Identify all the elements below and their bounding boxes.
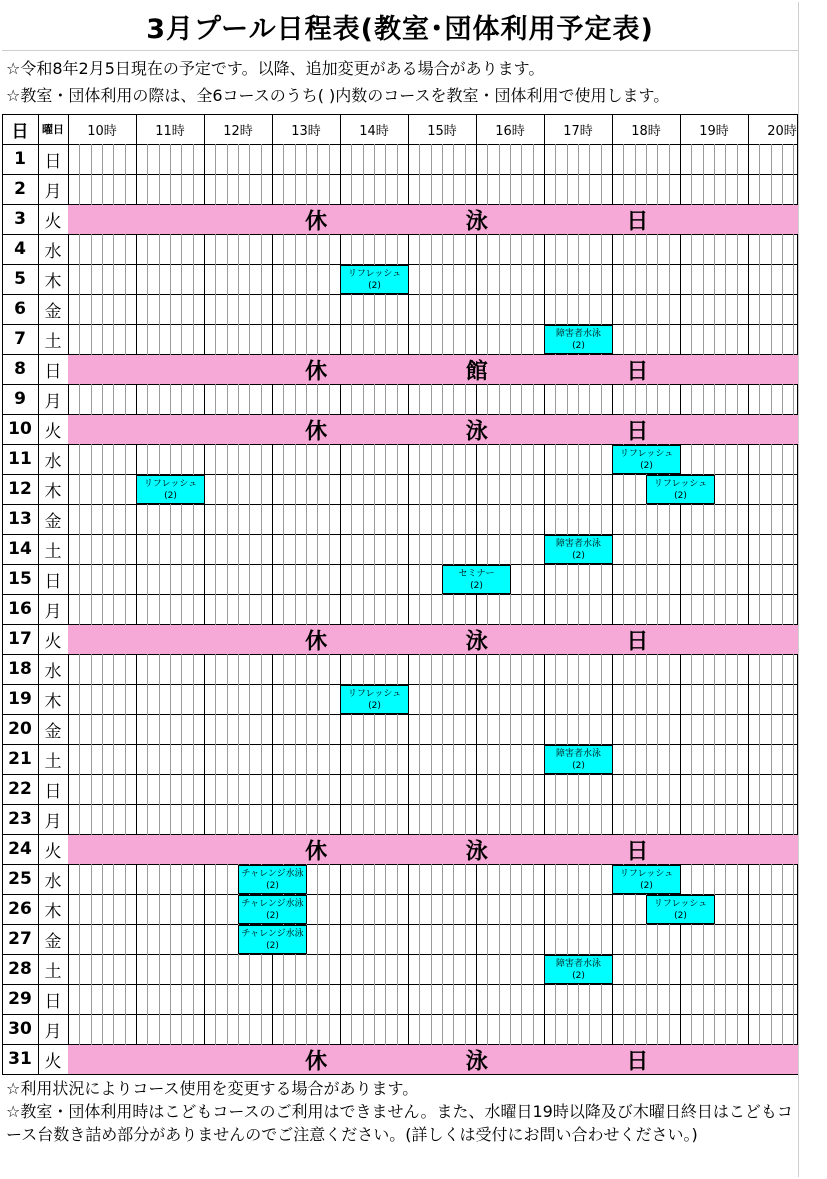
- closed-day-banner: [68, 625, 798, 654]
- weekday-label: 木: [44, 691, 62, 712]
- event-label: リフレッシュ: [653, 898, 708, 909]
- row-divider: [2, 504, 798, 505]
- event-block[interactable]: [238, 865, 307, 894]
- ten-minute-divider: [147, 144, 148, 1074]
- day-number: 10: [8, 419, 32, 439]
- weekday-label: 土: [44, 331, 62, 352]
- ten-minute-divider: [91, 144, 92, 1074]
- day-number: 7: [14, 329, 26, 349]
- day-number: 30: [8, 1019, 32, 1039]
- closed-day-char: 休: [305, 359, 328, 384]
- hour-header: 18時: [631, 123, 661, 139]
- ten-minute-divider: [193, 144, 194, 1074]
- ten-minute-divider: [510, 144, 511, 1074]
- ten-minute-divider: [737, 144, 738, 1074]
- ten-minute-divider: [79, 144, 80, 1074]
- ten-minute-divider: [487, 144, 488, 1074]
- day-number: 11: [8, 449, 32, 469]
- day-number: 23: [8, 809, 32, 829]
- event-label: リフレッシュ: [347, 688, 402, 699]
- closed-day-char: 日: [626, 839, 649, 864]
- event-lanes: (2): [572, 340, 585, 351]
- weekday-label: 日: [44, 151, 62, 172]
- ten-minute-divider: [782, 144, 783, 1074]
- event-block[interactable]: [544, 955, 613, 984]
- day-number: 21: [8, 749, 32, 769]
- ten-minute-divider: [601, 144, 602, 1074]
- footer-note-1: ☆利用状況によりコース使用を変更する場合があります。: [6, 1079, 419, 1098]
- event-block[interactable]: [340, 265, 409, 294]
- schedule-table: [2, 114, 798, 1075]
- event-lanes: (2): [674, 490, 687, 501]
- weekday-label: 日: [44, 781, 62, 802]
- weekday-label: 水: [44, 241, 62, 262]
- row-divider: [2, 984, 798, 985]
- hour-divider: [476, 114, 477, 1074]
- weekday-label: 火: [44, 211, 62, 232]
- closed-day-char: 館: [465, 359, 488, 384]
- hour-header: 14時: [359, 123, 389, 139]
- row-divider: [2, 804, 798, 805]
- weekday-label: 日: [44, 571, 62, 592]
- note-line-1: ☆令和8年2月5日現在の予定です。以降、追加変更がある場合があります。: [6, 59, 545, 78]
- weekday-label: 金: [44, 721, 62, 742]
- row-divider: [2, 294, 798, 295]
- row-divider: [2, 654, 798, 655]
- event-block[interactable]: [612, 445, 681, 474]
- ten-minute-divider: [657, 144, 658, 1074]
- event-lanes: (2): [266, 880, 279, 891]
- event-block[interactable]: [238, 925, 307, 954]
- ten-minute-divider: [113, 144, 114, 1074]
- day-number: 17: [8, 629, 32, 649]
- hour-header: 20時: [767, 123, 797, 139]
- event-block[interactable]: [544, 745, 613, 774]
- weekday-label: 木: [44, 901, 62, 922]
- day-number: 29: [8, 989, 32, 1009]
- closed-day-char: 泳: [465, 419, 488, 444]
- ten-minute-divider: [714, 144, 715, 1074]
- row-divider: [2, 324, 798, 325]
- weekday-label: 土: [44, 751, 62, 772]
- row-divider: [2, 954, 798, 955]
- row-divider: [2, 774, 798, 775]
- weekday-label: 金: [44, 301, 62, 322]
- event-label: セミナー: [458, 568, 495, 579]
- weekday-label: 火: [44, 1051, 62, 1072]
- event-lanes: (2): [368, 280, 381, 291]
- hour-header: 11時: [155, 123, 185, 139]
- event-lanes: (2): [164, 490, 177, 501]
- weekday-label: 水: [44, 661, 62, 682]
- ten-minute-divider: [589, 144, 590, 1074]
- ten-minute-divider: [453, 144, 454, 1074]
- ten-minute-divider: [669, 144, 670, 1074]
- hour-divider: [544, 114, 545, 1074]
- hour-divider: [136, 114, 137, 1074]
- hour-divider: [797, 114, 798, 1074]
- day-number: 20: [8, 719, 32, 739]
- event-block[interactable]: [646, 475, 715, 504]
- weekday-label: 日: [44, 361, 62, 382]
- row-divider: [2, 384, 798, 385]
- event-block[interactable]: [340, 685, 409, 714]
- ten-minute-divider: [159, 144, 160, 1074]
- day-number: 31: [8, 1049, 32, 1069]
- weekday-label: 金: [44, 511, 62, 532]
- row-divider: [2, 114, 798, 115]
- row-divider: [2, 714, 798, 715]
- schedule-sheet: [2, 2, 798, 1177]
- ten-minute-divider: [329, 144, 330, 1074]
- closed-day-banner: [68, 205, 798, 234]
- event-lanes: (2): [640, 880, 653, 891]
- closed-day-char: 休: [305, 209, 328, 234]
- weekday-label: 月: [44, 1021, 62, 1042]
- row-divider: [2, 234, 798, 235]
- sheet-right-border: [798, 2, 799, 1177]
- event-label: チャレンジ水泳: [241, 898, 304, 909]
- hour-divider: [680, 114, 681, 1074]
- event-lanes: (2): [266, 940, 279, 951]
- row-divider: [2, 1074, 798, 1075]
- day-number: 28: [8, 959, 32, 979]
- weekday-label: 水: [44, 871, 62, 892]
- closed-day-banner: [68, 415, 798, 444]
- hour-divider: [748, 114, 749, 1074]
- event-label: リフレッシュ: [653, 478, 708, 489]
- event-label: リフレッシュ: [347, 268, 402, 279]
- ten-minute-divider: [759, 144, 760, 1074]
- event-label: リフレッシュ: [619, 868, 674, 879]
- ten-minute-divider: [533, 144, 534, 1074]
- closed-day-char: 泳: [465, 209, 488, 234]
- day-number: 13: [8, 509, 32, 529]
- day-number: 25: [8, 869, 32, 889]
- hour-header: 15時: [427, 123, 457, 139]
- ten-minute-divider: [125, 144, 126, 1074]
- event-label: 障害者水泳: [555, 328, 601, 339]
- ten-minute-divider: [431, 144, 432, 1074]
- closed-day-banner: [68, 835, 798, 864]
- event-block[interactable]: [136, 475, 205, 504]
- closed-day-char: 日: [626, 359, 649, 384]
- day-column-header: 日: [11, 121, 29, 142]
- hour-divider: [408, 114, 409, 1074]
- closed-day-banner: [68, 1045, 798, 1074]
- row-divider: [2, 594, 798, 595]
- row-divider: [2, 1014, 798, 1015]
- hour-header: 12時: [223, 123, 253, 139]
- ten-minute-divider: [623, 144, 624, 1074]
- weekday-label: 水: [44, 451, 62, 472]
- closed-day-char: 泳: [465, 1049, 488, 1074]
- ten-minute-divider: [646, 144, 647, 1074]
- event-block[interactable]: [544, 535, 613, 564]
- closed-day-char: 休: [305, 629, 328, 654]
- event-label: 障害者水泳: [555, 538, 601, 549]
- ten-minute-divider: [567, 144, 568, 1074]
- hour-divider: [340, 114, 341, 1074]
- ten-minute-divider: [691, 144, 692, 1074]
- event-block[interactable]: [646, 895, 715, 924]
- hour-header: 17時: [563, 123, 593, 139]
- day-number: 19: [8, 689, 32, 709]
- ten-minute-divider: [465, 144, 466, 1074]
- closed-day-char: 日: [626, 209, 649, 234]
- footer-notes: [6, 1077, 796, 1146]
- day-number: 18: [8, 659, 32, 679]
- day-number: 12: [8, 479, 32, 499]
- closed-day-char: 休: [305, 1049, 328, 1074]
- event-lanes: (2): [674, 910, 687, 921]
- weekday-label: 木: [44, 271, 62, 292]
- day-number: 16: [8, 599, 32, 619]
- event-lanes: (2): [572, 550, 585, 561]
- weekday-label: 月: [44, 601, 62, 622]
- hour-header: 19時: [699, 123, 729, 139]
- row-divider: [2, 744, 798, 745]
- closed-day-char: 日: [626, 419, 649, 444]
- ten-minute-divider: [725, 144, 726, 1074]
- day-number: 26: [8, 899, 32, 919]
- day-number: 4: [14, 239, 26, 259]
- day-number: 9: [14, 389, 26, 409]
- hour-header: 13時: [291, 123, 321, 139]
- closed-day-char: 休: [305, 839, 328, 864]
- ten-minute-divider: [578, 144, 579, 1074]
- event-lanes: (2): [640, 460, 653, 471]
- event-block[interactable]: [612, 865, 681, 894]
- row-divider: [2, 534, 798, 535]
- event-label: リフレッシュ: [143, 478, 198, 489]
- ten-minute-divider: [102, 144, 103, 1074]
- ten-minute-divider: [793, 144, 794, 1074]
- row-divider: [2, 144, 798, 145]
- weekday-label: 月: [44, 181, 62, 202]
- weekday-column-header: 曜日: [42, 123, 64, 136]
- hour-divider: [612, 114, 613, 1074]
- event-lanes: (2): [368, 700, 381, 711]
- row-divider: [2, 924, 798, 925]
- weekday-label: 火: [44, 421, 62, 442]
- weekday-label: 月: [44, 811, 62, 832]
- ten-minute-divider: [555, 144, 556, 1074]
- ten-minute-divider: [442, 144, 443, 1074]
- day-number: 1: [14, 149, 26, 169]
- ten-minute-divider: [771, 144, 772, 1074]
- note-line-2: ☆教室・団体利用の際は、全6コースのうち( )内数のコースを教室・団体利用で使用します。: [6, 86, 670, 105]
- event-block[interactable]: [442, 565, 511, 594]
- hour-header: 16時: [495, 123, 525, 139]
- day-number: 27: [8, 929, 32, 949]
- day-number: 14: [8, 539, 32, 559]
- event-label: チャレンジ水泳: [241, 928, 304, 939]
- event-label: チャレンジ水泳: [241, 868, 304, 879]
- ten-minute-divider: [215, 144, 216, 1074]
- event-lanes: (2): [572, 970, 585, 981]
- event-label: リフレッシュ: [619, 448, 674, 459]
- hour-divider: [204, 114, 205, 1074]
- day-number: 15: [8, 569, 32, 589]
- weekday-label: 月: [44, 391, 62, 412]
- weekday-label: 火: [44, 631, 62, 652]
- weekday-label: 金: [44, 931, 62, 952]
- row-divider: [2, 174, 798, 175]
- weekday-label: 日: [44, 991, 62, 1012]
- weekday-label: 土: [44, 541, 62, 562]
- day-number: 24: [8, 839, 32, 859]
- event-lanes: (2): [470, 580, 483, 591]
- ten-minute-divider: [419, 144, 420, 1074]
- event-block[interactable]: [544, 325, 613, 354]
- event-lanes: (2): [266, 910, 279, 921]
- closed-day-char: 泳: [465, 629, 488, 654]
- closed-day-char: 泳: [465, 839, 488, 864]
- closed-day-banner: [68, 355, 798, 384]
- weekday-label: 木: [44, 481, 62, 502]
- event-block[interactable]: [238, 895, 307, 924]
- weekday-label: 火: [44, 841, 62, 862]
- weekday-label: 土: [44, 961, 62, 982]
- event-label: 障害者水泳: [555, 748, 601, 759]
- ten-minute-divider: [499, 144, 500, 1074]
- day-number: 22: [8, 779, 32, 799]
- row-divider: [2, 564, 798, 565]
- event-label: 障害者水泳: [555, 958, 601, 969]
- day-number: 3: [14, 209, 26, 229]
- ten-minute-divider: [227, 144, 228, 1074]
- page-title: 3月プール日程表(教室･団体利用予定表): [2, 2, 798, 51]
- day-number: 6: [14, 299, 26, 319]
- day-number: 8: [14, 359, 26, 379]
- ten-minute-divider: [317, 144, 318, 1074]
- hour-header: 10時: [87, 123, 117, 139]
- ten-minute-divider: [170, 144, 171, 1074]
- ten-minute-divider: [635, 144, 636, 1074]
- closed-day-char: 休: [305, 419, 328, 444]
- closed-day-char: 日: [626, 629, 649, 654]
- event-lanes: (2): [572, 760, 585, 771]
- ten-minute-divider: [181, 144, 182, 1074]
- closed-day-char: 日: [626, 1049, 649, 1074]
- ten-minute-divider: [703, 144, 704, 1074]
- day-number: 5: [14, 269, 26, 289]
- day-number: 2: [14, 179, 26, 199]
- hour-divider: [68, 114, 69, 1074]
- ten-minute-divider: [521, 144, 522, 1074]
- footer-note-2: ☆教室・団体利用時はこどもコースのご利用はできません。また、水曜日19時以降及び木曜日終日はこどもコース台数き詰め部分がありませんのでご注意ください。(詳しくは受付にお問い合わせください。): [6, 1102, 793, 1144]
